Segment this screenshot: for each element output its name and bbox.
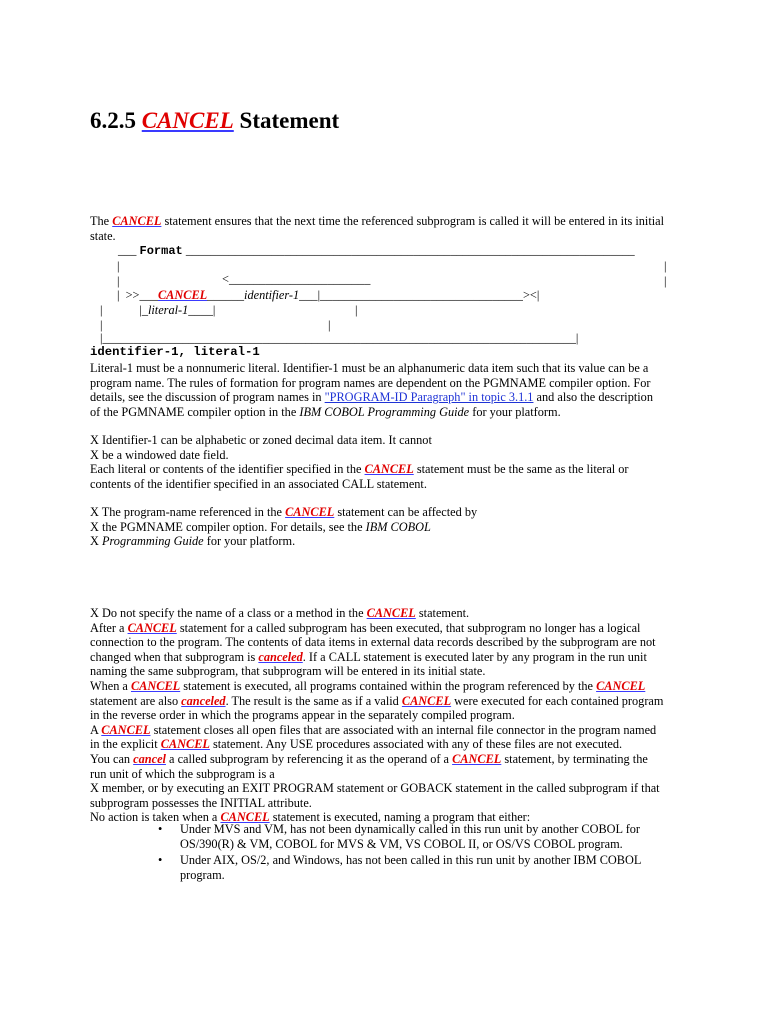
list-item-line: OS/390(R) & VM, COBOL for MVS & VM, VS COBOL II, or OS/VS COBOL program. [180, 836, 623, 851]
p3-line: X The program-name referenced in the CANCEL statement can be affected by [90, 505, 478, 519]
page-title [90, 108, 339, 134]
syntax-bar-left-1: | [117, 259, 120, 273]
syntax-bar-mid-2: | [328, 318, 331, 332]
p1-line: Literal-1 must be a nonnumeric literal. Identifier-1 must be an alphanumeric data item such that its value can be a [90, 361, 649, 375]
keyword-link[interactable]: CANCEL [452, 751, 502, 766]
syntax-literal-line: | |_literal-1____| [100, 303, 216, 317]
paragraph-cancel-behavior [90, 606, 680, 825]
program-id-paragraph-link[interactable]: "PROGRAM-ID Paragraph" in topic 3.1.1 [324, 390, 534, 405]
intro-line-1: The CANCEL statement ensures that the next time the referenced subprogram is called it will be entered in its initial [90, 214, 665, 228]
keyword-link[interactable]: canceled [258, 649, 303, 664]
title-word: Statement [239, 108, 340, 133]
syntax-bar-left-2: | [117, 274, 120, 288]
list-item-line: program. [180, 867, 225, 882]
p4-line: in the explicit CANCEL statement. Any USE procedures associated with any of these files are not executed. [90, 737, 623, 752]
p4-line: run unit of which the subprogram is a [90, 766, 275, 781]
p4-line: When a CANCEL statement is executed, all programs contained within the program referenced by the CANCEL [90, 678, 646, 693]
p4-line: No action is taken when a CANCEL statement is executed, naming a program that either: [90, 810, 531, 825]
condition-list [158, 822, 678, 884]
list-item-line: Under MVS and VM, has not been dynamically called in this run unit by another COBOL for [180, 822, 641, 836]
syntax-keyword: CANCEL [157, 288, 208, 302]
keyword-link[interactable]: CANCEL [364, 462, 414, 477]
syntax-bottom-line: |_____________________________________________________________________________| [100, 331, 579, 345]
section-number: 6.2.5 [90, 108, 136, 133]
syntax-bar-right-2: | [664, 274, 667, 288]
keyword-link[interactable]: CANCEL [112, 214, 162, 228]
list-item [158, 822, 678, 851]
bullet-icon: • [158, 822, 163, 836]
keyword-link[interactable]: canceled [181, 693, 226, 708]
bullet-icon: • [158, 853, 163, 868]
syntax-bar-mid-1: | [355, 303, 358, 317]
p1-line: of the PGMNAME compiler option in the IBM COBOL Programming Guide for your platform. [90, 404, 561, 419]
keyword-link[interactable]: CANCEL [366, 606, 416, 620]
p2-line: Each literal or contents of the identifier specified in the CANCEL statement must be the same as the literal or [90, 462, 629, 477]
keyword-link[interactable]: CANCEL [596, 678, 646, 693]
intro-paragraph [90, 214, 680, 243]
title-keyword: CANCEL [141, 108, 234, 133]
keyword-link[interactable]: CANCEL [101, 722, 151, 737]
p4-line: changed when that subprogram is canceled. If a CALL statement is executed later by any program in the run unit [90, 649, 647, 664]
keyword-link[interactable]: CANCEL [127, 620, 177, 635]
p3-line: X the PGMNAME compiler option. For details, see the IBM COBOL [90, 519, 431, 534]
p4-line: statement are also canceled. The result is the same as if a valid CANCEL were executed for each contained program [90, 693, 664, 708]
keyword-link[interactable]: CANCEL [401, 693, 452, 708]
p2-line: X Identifier-1 can be alphabetic or zoned decimal data item. It cannot [90, 433, 432, 447]
paragraph-program-name [90, 505, 680, 549]
keyword-link[interactable]: CANCEL [285, 505, 335, 519]
paragraph-literal-rules [90, 361, 680, 419]
p2-line: contents of the identifier specified in an associated CALL statement. [90, 476, 427, 491]
p4-line: subprogram possesses the INITIAL attribute. [90, 795, 312, 810]
programming-guide-title: IBM COBOL Programming Guide [299, 404, 470, 419]
syntax-format-line: ___ Format _________________________________________________________________________ [118, 243, 635, 258]
p3-line: X Programming Guide for your platform. [90, 534, 296, 549]
p4-line: connection to the program. The contents of data items in external data records described by the subprogram are not [90, 635, 656, 650]
keyword-link[interactable]: CANCEL [160, 737, 210, 752]
syntax-bar-right-1: | [664, 259, 667, 273]
p4-line: You can cancel a called subprogram by referencing it as the operand of a CANCEL statement, by terminating the [90, 751, 648, 766]
keyword-link[interactable]: CANCEL [220, 810, 270, 825]
syntax-literal: literal-1 [147, 303, 189, 317]
intro-line-2: state. [90, 228, 116, 243]
p2-line: X be a windowed date field. [90, 447, 229, 462]
p4-line: X Do not specify the name of a class or a method in the CANCEL statement. [90, 606, 470, 620]
p1-line: program name. The rules of formation for program names are dependent on the PGMNAME compiler option. For [90, 375, 651, 390]
p4-line: naming the same subprogram, that subprogram will be entered in its initial state. [90, 664, 486, 679]
p4-line: X member, or by executing an EXIT PROGRAM statement or GOBACK statement in the called subprogram if that [90, 781, 660, 796]
list-item-line: Under AIX, OS/2, and Windows, has not been called in this run unit by another IBM COBOL [180, 853, 642, 868]
paragraph-identifier-notes [90, 433, 680, 491]
syntax-repeat-marker: <_______________________ [222, 272, 371, 286]
syntax-main-line: | >>___CANCEL______identifier-1___|_________________________________><| [117, 288, 540, 302]
syntax-bar-left-3: | [100, 318, 103, 332]
keyword-link[interactable]: cancel [133, 751, 166, 766]
p4-line: After a CANCEL statement for a called subprogram has been executed, that subprogram no longer has a logical [90, 620, 641, 635]
list-item [158, 853, 678, 882]
p4-line: A CANCEL statement closes all open files that are associated with an internal file connector in the program named [90, 722, 657, 737]
keyword-link[interactable]: CANCEL [130, 678, 181, 693]
p4-line: in the reverse order in which the programs appear in the separately compiled program. [90, 708, 515, 723]
p1-line: details, see the discussion of program names in "PROGRAM-ID Paragraph" in topic 3.1.1 and also the description [90, 390, 653, 405]
term-heading: identifier-1, literal-1 [90, 345, 260, 359]
syntax-identifier: identifier-1 [244, 288, 300, 302]
